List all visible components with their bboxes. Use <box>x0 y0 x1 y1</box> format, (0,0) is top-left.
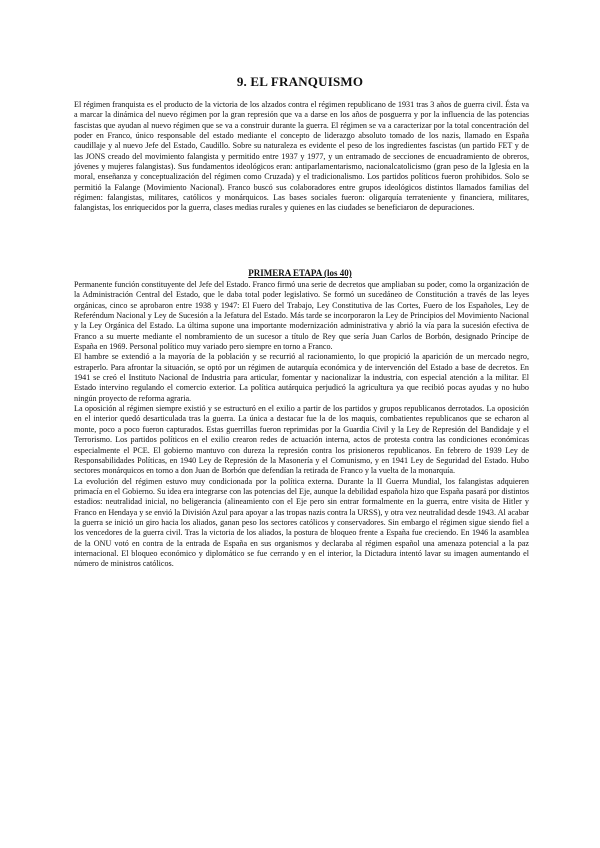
paragraph: La evolución del régimen estuvo muy condicionada por la política externa. Durante la II Guerra Mundial, los falangistas adquieren primacía en el Gobierno. Su idea era integrarse con las potencias del Eje, aunque la debilidad española hizo que España pasará por distintos estadios: neutralidad inicial, no beligerancia (alineamiento con el Eje pero sin entrar formalmente en la guerra, entre visita de Hitler y Franco en Hendaya y se envió la División Azul para apoyar a las tropas nazis contra la URSS), y otra vez neutralidad desde 1943. Al acabar la guerra se inició un giro hacia los aliados, ganan peso los sectores católicos y conservadores. Sin embargo el régimen sigue siendo fiel a los vencedores de la guerra civil. Tras la victoria de los aliados, la postura de bloqueo frente a España fue creciendo. En 1946 la asamblea de la ONU votó en contra de la entrada de España en sus organismos y declaraba al régimen español una amenaza potencial a la paz internacional. El bloqueo económico y diplomático se fue cerrando y en el interior, la Dictadura intentó lavar su imagen aumentando el número de ministros católicos. <box>74 476 529 569</box>
section-body <box>74 280 529 570</box>
section-heading: PRIMERA ETAPA (los 40) <box>248 268 352 278</box>
paragraph: La oposición al régimen siempre existió y se estructuró en el exilio a partir de los partidos y grupos republicanos derrotados. La oposición en el interior quedó desarticulada tras la guerra. La única a destacar fue la de los maquis, combatientes republicanos que se echaron al monte, poco a poco fueron capturados. Estas guerrillas fueron reprimidas por la Guardia Civil y la Ley de Represión del Bandidaje y el Terrorismo. Los partidos políticos en el exilio crearon redes de actuación interna, actos de protesta contra las condiciones económicas especialmente el PCE. El gobierno mantuvo con dureza la represión contra los prisioneros republicanos. En febrero de 1939 Ley de Responsabilidades Políticas, en 1940 Ley de Represión de la Masonería y el Comunismo, y en 1941 Ley de Seguridad del Estado. Hubo sectores monárquicos en torno a don Juan de Borbón que defendían la retirada de Franco y la vuelta de la monarquía. <box>74 404 529 476</box>
paragraph: El hambre se extendió a la mayoría de la población y se recurrió al racionamiento, lo que propició la aparición de un mercado negro, estraperlo. Para afrontar la situación, se optó por un régimen de autarquía económica y de intervención del Estado a base de decretos. En 1941 se creó el Instituto Nacional de Industria para articular, fomentar y nacionalizar la industria, con especial atención a la militar. El Estado intervino regulando el comercio exterior. La política autárquica perjudicó la agricultura ya que recibió pocas ayudas y no hubo ningún proyecto de reforma agraria. <box>74 352 529 403</box>
paragraph: Permanente función constituyente del Jefe del Estado. Franco firmó una serie de decretos que ampliaban su poder, como la organización de la Administración Central del Estado, que le daba total poder legislativo. Se formó un sucedáneo de Constitución a través de las leyes orgánicas, cinco se aprobaron entre 1938 y 1947: El Fuero del Trabajo, Ley Constitutiva de las Cortes, Fuero de los Españoles, Ley de Referéndum Nacional y Ley de Sucesión a la Jefatura del Estado. Más tarde se incorporaron la Ley de Principios del Movimiento Nacional y la Ley Orgánica del Estado. La última supone una importante modernización administrativa y abrió la vía para la sucesión efectiva de Franco a su muerte mediante el nombramiento de un sucesor a título de Rey que sería Juan Carlos de Borbón, designado Príncipe de España en 1969. Personal político muy variado pero siempre en torno a Franco. <box>74 280 529 352</box>
page-title: 9. EL FRANQUISMO <box>236 74 364 89</box>
intro-paragraph: El régimen franquista es el producto de la victoria de los alzados contra el régimen republicano de 1931 tras 3 años de guerra civil. Ésta va a marcar la dinámica del nuevo régimen por la gran represión que va a darse en los años de posguerra y por la influencia de las potencias fascistas que ayudan al nuevo régimen que se va a construir durante la guerra. El régimen se va a caracterizar por la total concentración del poder en Franco, único responsable del estado mediante el concepto de liderazgo absoluto tomado de los nazis, llamado en España caudillaje y al nuevo Jefe del Estado, Caudillo. Sobre su naturaleza es evidente el peso de los ingredientes fascistas (un partido FET y de las JONS creado del movimiento falangista y permitido entre 1937 y 1977, y un entramado de secciones de encuadramiento de obreros, jóvenes y mujeres falangistas). Sus fundamentos ideológicos eran: antiparlamentarismo, nacionalcatolicismo (gran peso de la Iglesia en la moral, enseñanza y conceptualización del régimen como Cruzada) y el tradicionalismo. Los partidos políticos fueron prohibidos. Solo se permitió la Falange (Movimiento Nacional). Franco buscó sus colaboradores entre grupos ideológicos distintos llamados familias del régimen: falangistas, militares, católicos y monárquicos. Las bases sociales fueron: oligarquía terrateniente y financiera, militares, falangistas, los enriquecidos por la guerra, clases medias rurales y quienes en las ciudades se beneficiaron de depuraciones. <box>74 100 529 213</box>
intro-paragraph-block <box>74 100 529 214</box>
